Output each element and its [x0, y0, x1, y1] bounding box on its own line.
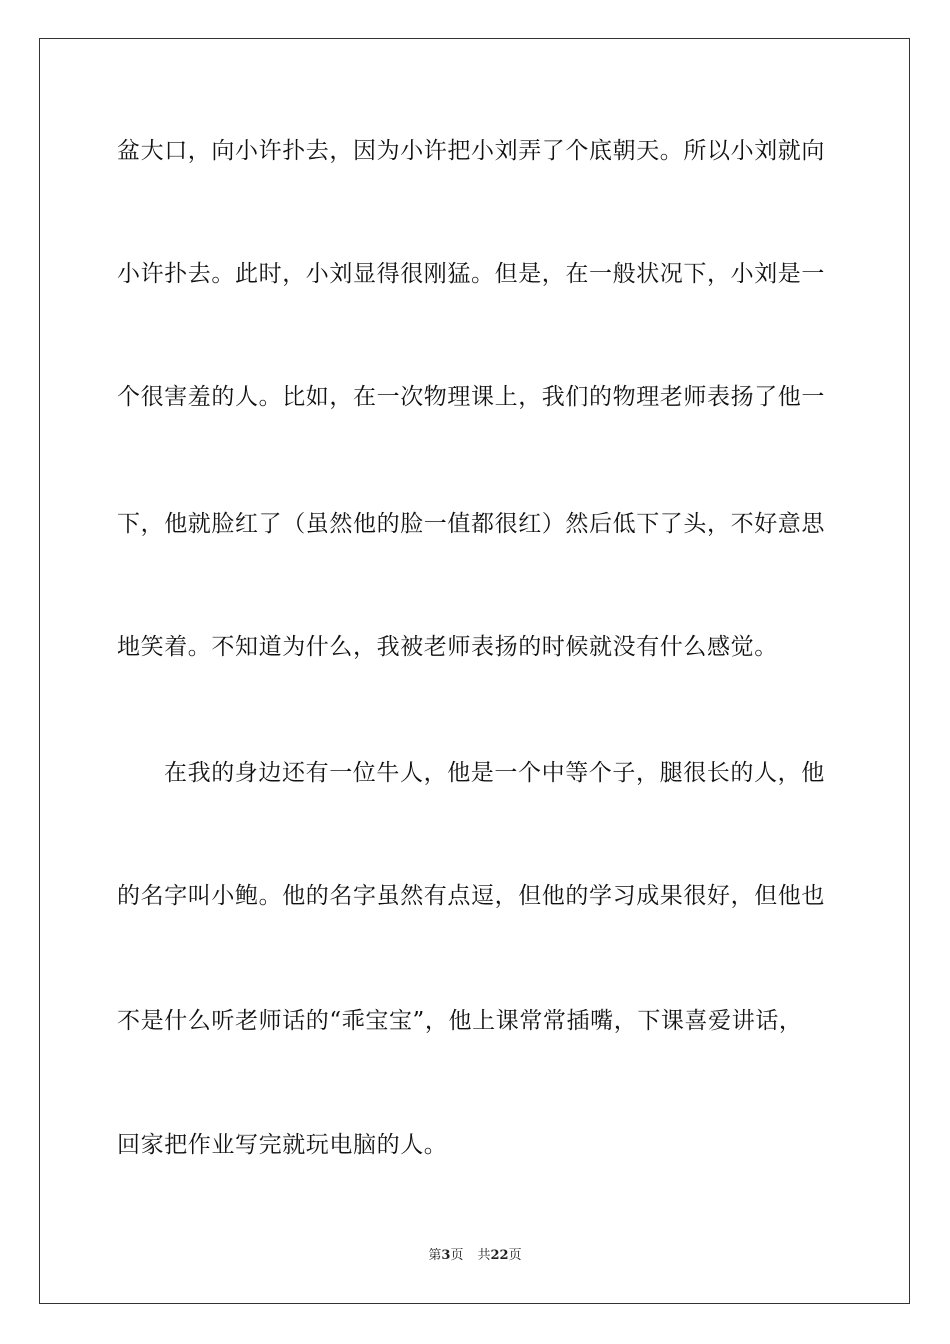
- text-line: 下，他就脸红了（虽然他的脸一值都很红）然后低下了头，不好意思: [117, 511, 825, 537]
- total-pages: 22: [490, 1248, 509, 1263]
- text-line: 回家把作业写完就玩电脑的人。: [117, 1132, 448, 1158]
- text-line: 地笑着。不知道为什么，我被老师表扬的时候就没有什么感觉。: [117, 634, 778, 660]
- text-line: 不是什么听老师话的“乖宝宝”，他上课常常插嘴，下课喜爱讲话，: [117, 1008, 803, 1034]
- text-line-indented: 在我的身边还有一位牛人，他是一个中等个子，腿很长的人，他: [164, 760, 825, 786]
- text-line: 小许扑去。此时，小刘显得很刚猛。但是，在一般状况下，小刘是一: [117, 261, 825, 287]
- page-prefix: 第: [428, 1248, 442, 1263]
- text-line: 的名字叫小鲍。他的名字虽然有点逗，但他的学习成果很好，但他也: [117, 883, 825, 909]
- text-line: 个很害羞的人。比如，在一次物理课上，我们的物理老师表扬了他一: [117, 384, 825, 410]
- page-suffix: 页: [450, 1248, 464, 1263]
- total-prefix: 共: [477, 1248, 491, 1263]
- page-border: [39, 38, 910, 1304]
- text-line: 盆大口，向小许扑去，因为小许把小刘弄了个底朝天。所以小刘就向: [117, 138, 825, 164]
- total-suffix: 页: [508, 1248, 522, 1263]
- page-footer: [0, 1247, 950, 1265]
- page-number: 3: [441, 1248, 451, 1263]
